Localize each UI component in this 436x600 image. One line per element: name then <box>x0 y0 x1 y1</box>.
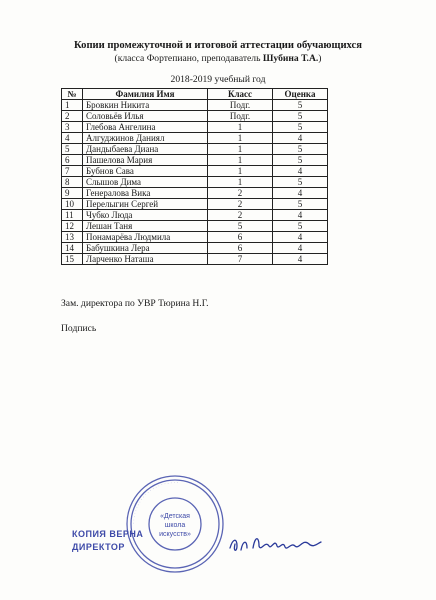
student-grade: 5 <box>273 177 328 188</box>
student-class: 2 <box>208 199 273 210</box>
student-grade: 4 <box>273 133 328 144</box>
student-class: 2 <box>208 210 273 221</box>
row-number: 6 <box>62 155 83 166</box>
table-row <box>62 254 328 265</box>
table-header-row <box>62 89 328 100</box>
grades-table <box>61 88 328 265</box>
table-row <box>62 221 328 232</box>
row-number: 15 <box>62 254 83 265</box>
row-number: 9 <box>62 188 83 199</box>
row-number: 11 <box>62 210 83 221</box>
header-name: Фамилия Имя <box>83 89 208 100</box>
student-class: 2 <box>208 188 273 199</box>
student-name: Пашелова Мария <box>83 155 208 166</box>
row-number: 2 <box>62 111 83 122</box>
table-row <box>62 111 328 122</box>
student-grade: 4 <box>273 210 328 221</box>
student-grade: 4 <box>273 243 328 254</box>
grades-table-body <box>62 100 328 265</box>
student-name: Генералова Вика <box>83 188 208 199</box>
student-name: Бабушкина Лера <box>83 243 208 254</box>
row-number: 7 <box>62 166 83 177</box>
seal-center-line1: «Детская <box>160 513 190 520</box>
student-name: Дандыбаева Диана <box>83 144 208 155</box>
student-grade: 4 <box>273 166 328 177</box>
table-row <box>62 166 328 177</box>
table-row <box>62 210 328 221</box>
student-class: 1 <box>208 177 273 188</box>
student-name: Перелыгин Сергей <box>83 199 208 210</box>
copy-certified-line1: КОПИЯ ВЕРНА <box>72 529 144 539</box>
signature-label: Подпись <box>61 323 97 334</box>
table-row <box>62 155 328 166</box>
table-row <box>62 199 328 210</box>
academic-year: 2018-2019 учебный год <box>170 74 266 85</box>
student-name: Понамарёва Людмила <box>83 232 208 243</box>
table-row <box>62 232 328 243</box>
student-class: Подг. <box>208 100 273 111</box>
table-row <box>62 122 328 133</box>
row-number: 13 <box>62 232 83 243</box>
row-number: 4 <box>62 133 83 144</box>
student-name: Чубко Люда <box>83 210 208 221</box>
subtitle-prefix: (класса Фортепиано, преподаватель <box>114 53 263 64</box>
director-signature <box>225 520 325 560</box>
table-row <box>62 144 328 155</box>
copy-certified-line2: ДИРЕКТОР <box>72 542 125 552</box>
table-row <box>62 177 328 188</box>
student-class: 7 <box>208 254 273 265</box>
copy-certified-stamp <box>72 528 143 554</box>
student-grade: 4 <box>273 254 328 265</box>
student-name: Глебова Ангелина <box>83 122 208 133</box>
student-class: 1 <box>208 144 273 155</box>
student-class: Подг. <box>208 111 273 122</box>
subtitle-suffix: ) <box>318 53 322 64</box>
seal-center-line2: школа <box>164 522 186 529</box>
table-row <box>62 133 328 144</box>
student-grade: 5 <box>273 111 328 122</box>
student-class: 1 <box>208 155 273 166</box>
header-class: Класс <box>208 89 273 100</box>
student-name: Алгуджинов Даниял <box>83 133 208 144</box>
student-class: 6 <box>208 232 273 243</box>
row-number: 12 <box>62 221 83 232</box>
student-name: Бубнов Сава <box>83 166 208 177</box>
student-class: 1 <box>208 133 273 144</box>
deputy-director-line: Зам. директора по УВР Тюрина Н.Г. <box>61 298 209 309</box>
student-name: Ларченко Наташа <box>83 254 208 265</box>
student-class: 6 <box>208 243 273 254</box>
student-grade: 4 <box>273 188 328 199</box>
student-grade: 5 <box>273 155 328 166</box>
row-number: 14 <box>62 243 83 254</box>
student-grade: 5 <box>273 221 328 232</box>
row-number: 1 <box>62 100 83 111</box>
seal-ring-pattern: · · · · · · · · · · · · · · · · · · · · · · <box>130 479 179 525</box>
student-name: Лешан Таня <box>83 221 208 232</box>
row-number: 5 <box>62 144 83 155</box>
table-row <box>62 188 328 199</box>
student-grade: 5 <box>273 144 328 155</box>
student-grade: 5 <box>273 100 328 111</box>
row-number: 10 <box>62 199 83 210</box>
table-row <box>62 100 328 111</box>
student-name: Соловьёв Илья <box>83 111 208 122</box>
row-number: 3 <box>62 122 83 133</box>
document-subtitle <box>0 53 436 64</box>
seal-center-line3: искусств» <box>159 531 191 538</box>
table-row <box>62 243 328 254</box>
student-name: Слышов Дима <box>83 177 208 188</box>
student-class: 5 <box>208 221 273 232</box>
student-grade: 5 <box>273 199 328 210</box>
student-class: 1 <box>208 122 273 133</box>
student-name: Бровкин Никита <box>83 100 208 111</box>
student-class: 1 <box>208 166 273 177</box>
header-number: № <box>62 89 83 100</box>
teacher-name: Шубина Т.А. <box>262 53 319 64</box>
round-seal-stamp <box>120 472 230 576</box>
student-grade: 4 <box>273 232 328 243</box>
header-grade: Оценка <box>273 89 328 100</box>
student-grade: 5 <box>273 122 328 133</box>
row-number: 8 <box>62 177 83 188</box>
document-title: Копии промежуточной и итоговой аттестации обучающихся <box>74 40 362 51</box>
